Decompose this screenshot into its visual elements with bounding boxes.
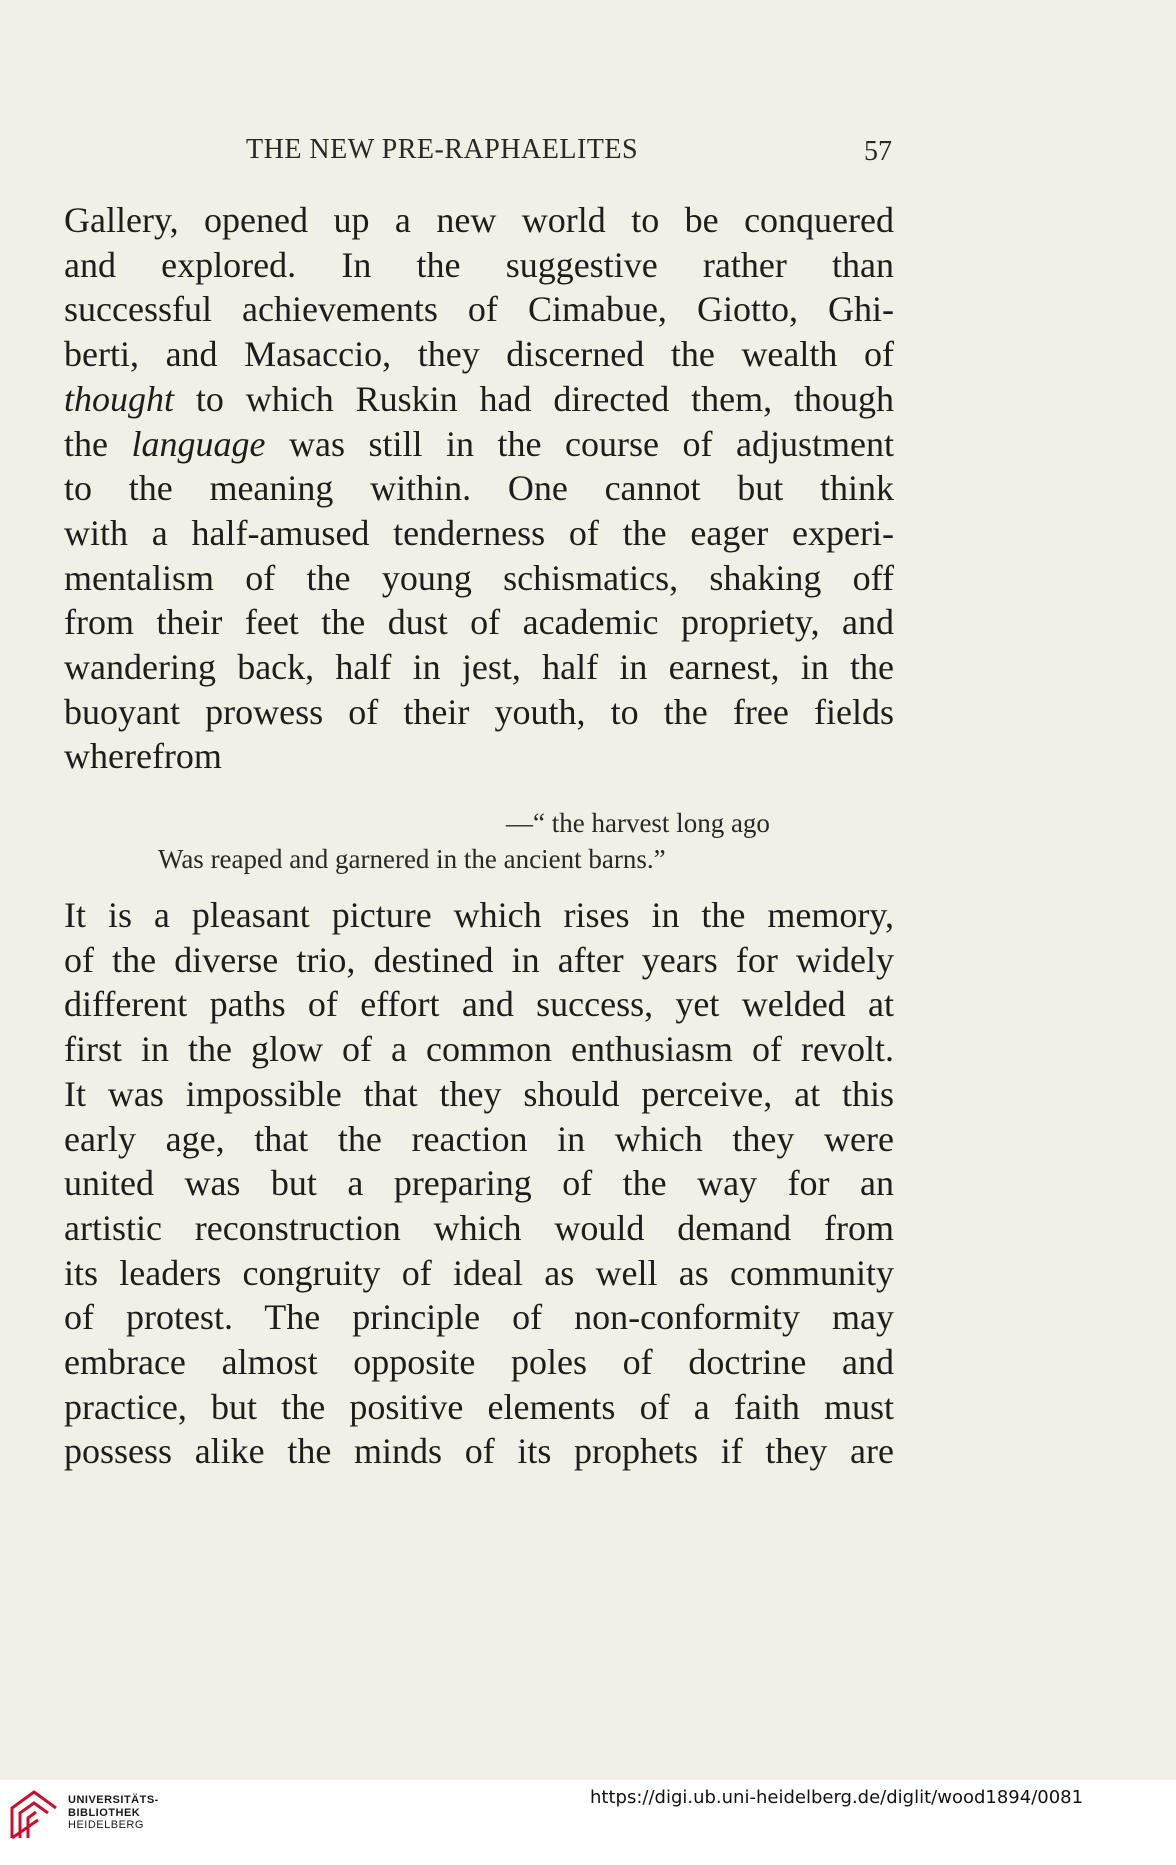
running-title: THE NEW PRE-RAPHAELITES	[246, 134, 639, 165]
italic-word: language	[131, 423, 266, 464]
text-line: united was but a preparing of the way for an	[64, 1163, 894, 1204]
text-line: buoyant prowess of their youth, to the free fields	[64, 691, 894, 732]
text-line: successful achievements of Cimabue, Giotto, Ghi-	[64, 289, 894, 330]
text-line: of the diverse trio, destined in after years for widely	[64, 939, 894, 980]
library-city: HEIDELBERG	[68, 1819, 144, 1831]
text-line: wherefrom	[64, 736, 222, 777]
library-name-line: UNIVERSITÄTS-	[68, 1794, 159, 1806]
text-line: to the meaning within. One cannot but think	[64, 468, 894, 509]
text-line: mentalism of the young schismatics, shaking off	[64, 557, 894, 598]
library-name	[68, 1794, 159, 1832]
italic-word: thought	[64, 378, 175, 419]
running-head	[0, 134, 1176, 174]
verse-quotation	[150, 805, 830, 877]
text-line: first in the glow of a common enthusiasm of revolt.	[64, 1029, 894, 1070]
text-line: of protest. The principle of non-conformity may	[64, 1297, 894, 1338]
text-line: It was impossible that they should perceive, at this	[64, 1073, 894, 1114]
text-line: Gallery, opened up a new world to be conquered	[64, 200, 894, 240]
library-name-line: BIBLIOTHEK	[68, 1806, 141, 1819]
text-line: embrace almost opposite poles of doctrine and	[64, 1342, 894, 1383]
text-line: different paths of effort and success, yet welded at	[64, 984, 894, 1025]
text-line: wandering back, half in jest, half in earnest, in the	[64, 647, 894, 688]
text-line: berti, and Masaccio, they discerned the wealth of	[64, 334, 894, 375]
verse-line: —“ the harvest long ago	[506, 808, 770, 838]
text-line: artistic reconstruction which would demand from	[64, 1207, 894, 1248]
text-line: It is a pleasant picture which rises in the memory,	[64, 895, 894, 935]
paragraph-1	[64, 198, 894, 779]
text-line: early age, that the reaction in which they were	[64, 1118, 894, 1159]
text-line: and explored. In the suggestive rather than	[64, 244, 894, 285]
verse-line: Was reaped and garnered in the ancient barns.”	[158, 844, 666, 874]
text-line	[64, 377, 894, 422]
text-fragment: to which Ruskin had directed them, though	[174, 378, 894, 419]
footer-bar	[0, 1780, 1176, 1865]
source-url-link[interactable]: https://digi.ub.uni-heidelberg.de/diglit/wood1894/0081	[590, 1787, 1084, 1808]
university-library-logo-icon	[8, 1786, 60, 1842]
text-fragment: was still in the course of adjustment	[265, 423, 894, 464]
page-number: 57	[864, 136, 892, 167]
text-line: its leaders congruity of ideal as well as community	[64, 1252, 894, 1293]
text-line: possess alike the minds of its prophets if they are	[64, 1431, 894, 1472]
text-line	[64, 422, 894, 467]
text-line: with a half-amused tenderness of the eager experi-	[64, 512, 894, 553]
text-line: practice, but the positive elements of a faith must	[64, 1386, 894, 1427]
text-fragment: the	[64, 423, 132, 464]
text-line: from their feet the dust of academic propriety, and	[64, 602, 894, 643]
paragraph-2	[64, 893, 894, 1474]
